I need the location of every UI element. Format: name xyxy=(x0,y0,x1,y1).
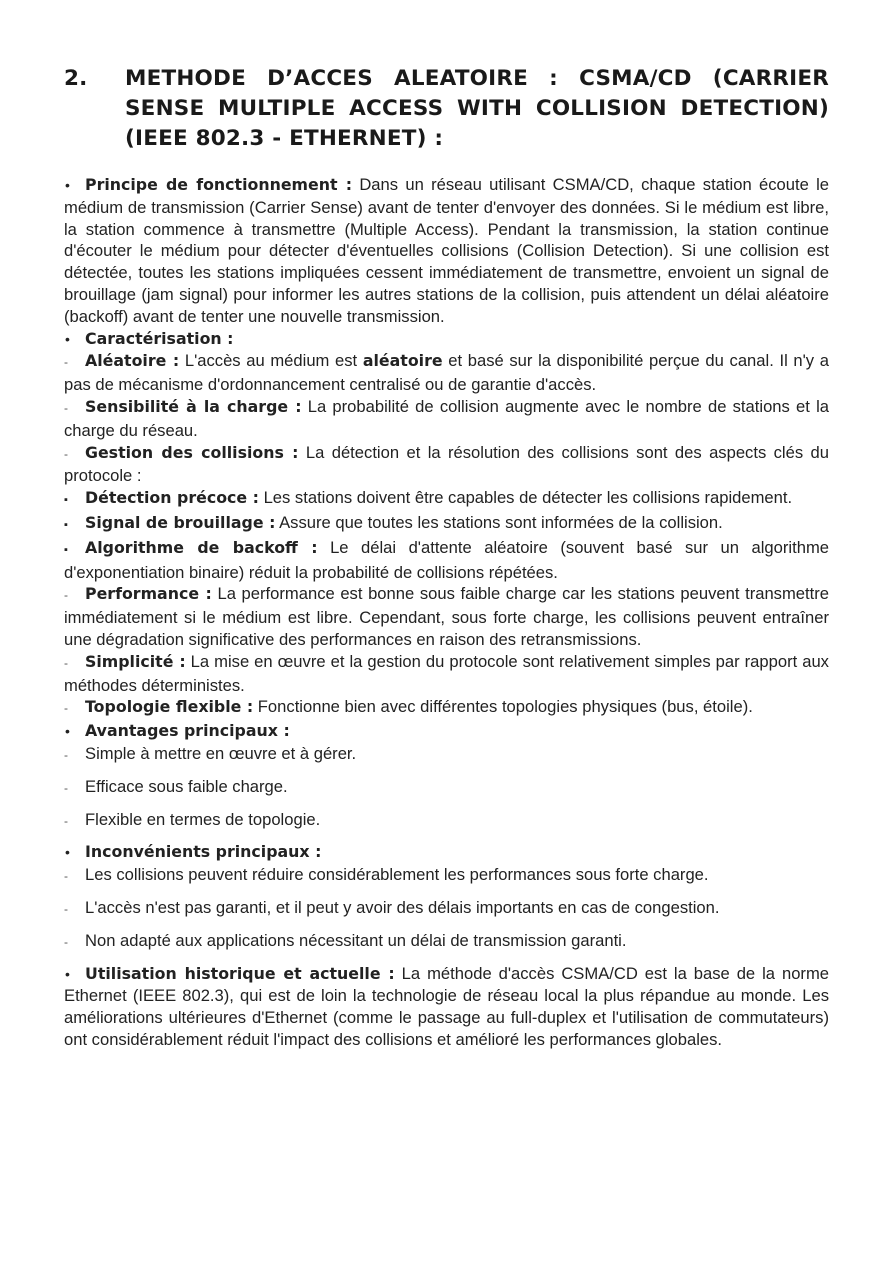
text-utilisation: La méthode d'accès CSMA/CD est la base de la norme Ethernet (IEEE 802.3), qui est de loin la technologie de réseau local la plus répandue au monde. Les améliorations ultérieures d'Ethernet (comme le passage au full-duplex et l'utilisation de commutateurs) ont considérablement réduit l'impact des collisions et amélioré les performances globales. xyxy=(64,963,830,1049)
text-brouillage: Assure que toutes les stations sont informées de la collision. xyxy=(275,512,723,532)
label-simplicite: Simplicité : xyxy=(85,651,186,671)
section-number: 2. xyxy=(64,66,88,91)
dash-marker: - xyxy=(64,655,68,670)
paragraph-utilisation xyxy=(64,963,829,1051)
dash-marker: - xyxy=(64,747,68,762)
sub-item-brouillage xyxy=(64,512,829,537)
text-detection: Les stations doivent être capables de détecter les collisions rapidement. xyxy=(258,488,793,508)
label-sensibilite: Sensibilité à la charge : xyxy=(85,396,302,416)
square-marker: ▪ xyxy=(64,494,68,507)
bullet-marker: • xyxy=(65,965,70,982)
text-aleatoire-1: L'accès au médium est xyxy=(179,351,363,371)
label-caracterisation: Caractérisation : xyxy=(85,328,234,348)
label-gestion: Gestion des collisions : xyxy=(85,442,299,462)
list-item-inconvenient-2 xyxy=(64,897,829,921)
section-body xyxy=(64,174,829,1051)
list-item-inconvenient-3 xyxy=(64,930,829,954)
text-sensibilite: La probabilité de collision augmente avec le nombre de stations et la charge du réseau. xyxy=(64,396,829,440)
text-principe: Dans un réseau utilisant CSMA/CD, chaque station écoute le médium de transmission (Carrier Sense) avant de tenter d'envoyer des données. Si le médium est libre, la station commence à transmettre (Multiple Access). Pendant la transmission, la station continue d'écouter le médium pour détecter d'éventuelles collisions (Collision Detection). Si une collision est détectée, toutes les stations impliquées cessent immédiatement de transmettre, envoient un signal de brouillage (jam signal) pour informer les autres stations de la collision, puis attendent un délai aléatoire (backoff) avant de tenter une nouvelle transmission. xyxy=(64,175,829,326)
bullet-marker: • xyxy=(65,177,70,193)
label-topologie: Topologie flexible : xyxy=(85,697,254,717)
sub-item-detection xyxy=(64,487,829,512)
label-avantages: Avantages principaux : xyxy=(85,721,290,741)
list-item-avantage-3 xyxy=(64,809,829,833)
dash-marker: - xyxy=(64,780,68,795)
text-avantage-1: Simple à mettre en œuvre et à gérer. xyxy=(85,743,357,763)
section-heading xyxy=(64,64,829,154)
dash-marker: - xyxy=(64,901,68,916)
list-item-inconvenients xyxy=(64,841,829,864)
list-item-sensibilite xyxy=(64,396,829,442)
square-marker: ▪ xyxy=(64,518,68,531)
text-topologie: Fonctionne bien avec différentes topologies physiques (bus, étoile). xyxy=(253,697,753,717)
dash-marker: - xyxy=(64,701,68,716)
list-item-aleatoire xyxy=(64,350,829,396)
list-item-avantages xyxy=(64,720,829,743)
dash-marker: - xyxy=(64,400,68,415)
label-detection: Détection précoce : xyxy=(85,488,259,508)
text-inconvenient-1: Les collisions peuvent réduire considérablement les performances sous forte charge. xyxy=(85,865,709,885)
dash-marker: - xyxy=(64,869,68,884)
list-item-avantage-2 xyxy=(64,776,829,800)
list-item-inconvenient-1 xyxy=(64,864,829,888)
list-item-topologie xyxy=(64,696,829,720)
label-utilisation: Utilisation historique et actuelle : xyxy=(85,963,395,983)
text-inconvenient-3: Non adapté aux applications nécessitant un délai de transmission garanti. xyxy=(85,930,627,950)
text-avantage-2: Efficace sous faible charge. xyxy=(85,776,288,796)
dash-marker: - xyxy=(64,588,68,603)
text-performance: La performance est bonne sous faible charge car les stations peuvent transmettre immédiatement si le médium est libre. Cependant, sous forte charge, les collisions peuvent entraîner une dégradation significative des performances en raison des retransmissions. xyxy=(64,584,830,649)
bullet-marker: • xyxy=(65,330,70,347)
label-brouillage: Signal de brouillage : xyxy=(85,512,276,532)
sub-item-backoff xyxy=(64,537,829,584)
emphasis-aleatoire: aléatoire xyxy=(362,351,443,371)
dash-marker: - xyxy=(64,813,68,828)
text-avantage-3: Flexible en termes de topologie. xyxy=(85,809,321,829)
list-item-caracterisation xyxy=(64,328,829,351)
label-performance: Performance : xyxy=(85,584,212,604)
text-simplicite: La mise en œuvre et la gestion du protocole sont relativement simples par rapport aux méthodes déterministes. xyxy=(64,651,829,695)
square-marker: ▪ xyxy=(64,543,68,556)
dash-marker: - xyxy=(64,446,68,461)
label-backoff: Algorithme de backoff : xyxy=(85,537,318,557)
label-aleatoire: Aléatoire : xyxy=(85,351,180,371)
label-inconvenients: Inconvénients principaux : xyxy=(85,842,322,862)
bullet-marker: • xyxy=(65,844,70,861)
bullet-marker: • xyxy=(65,723,70,740)
text-backoff: Le délai d'attente aléatoire (souvent basé sur un algorithme d'exponentiation binaire) réduit la probabilité de collisions répétées. xyxy=(64,537,829,582)
list-item-avantage-1 xyxy=(64,743,829,767)
list-item-performance xyxy=(64,583,829,650)
list-item-gestion xyxy=(64,442,829,488)
text-inconvenient-2: L'accès n'est pas garanti, et il peut y avoir des délais importants en cas de congestion. xyxy=(85,897,720,917)
dash-marker: - xyxy=(64,934,68,949)
dash-marker: - xyxy=(64,355,68,370)
text-aleatoire-2: et basé sur la disponibilité perçue du canal. Il n'y a pas de mécanisme d'ordonnancement centralisé ou de garantie d'accès. xyxy=(64,351,829,395)
section-title: METHODE D’ACCES ALEATOIRE : CSMA/CD (CARRIER SENSE MULTIPLE ACCESS WITH COLLISION DETECTION) (IEEE 802.3 - ETHERNET) : xyxy=(125,66,829,151)
list-item-simplicite xyxy=(64,651,829,697)
label-principe: Principe de fonctionnement : xyxy=(85,175,353,194)
text-gestion: La détection et la résolution des collisions sont des aspects clés du protocole : xyxy=(64,442,829,486)
paragraph-principe xyxy=(64,174,829,328)
